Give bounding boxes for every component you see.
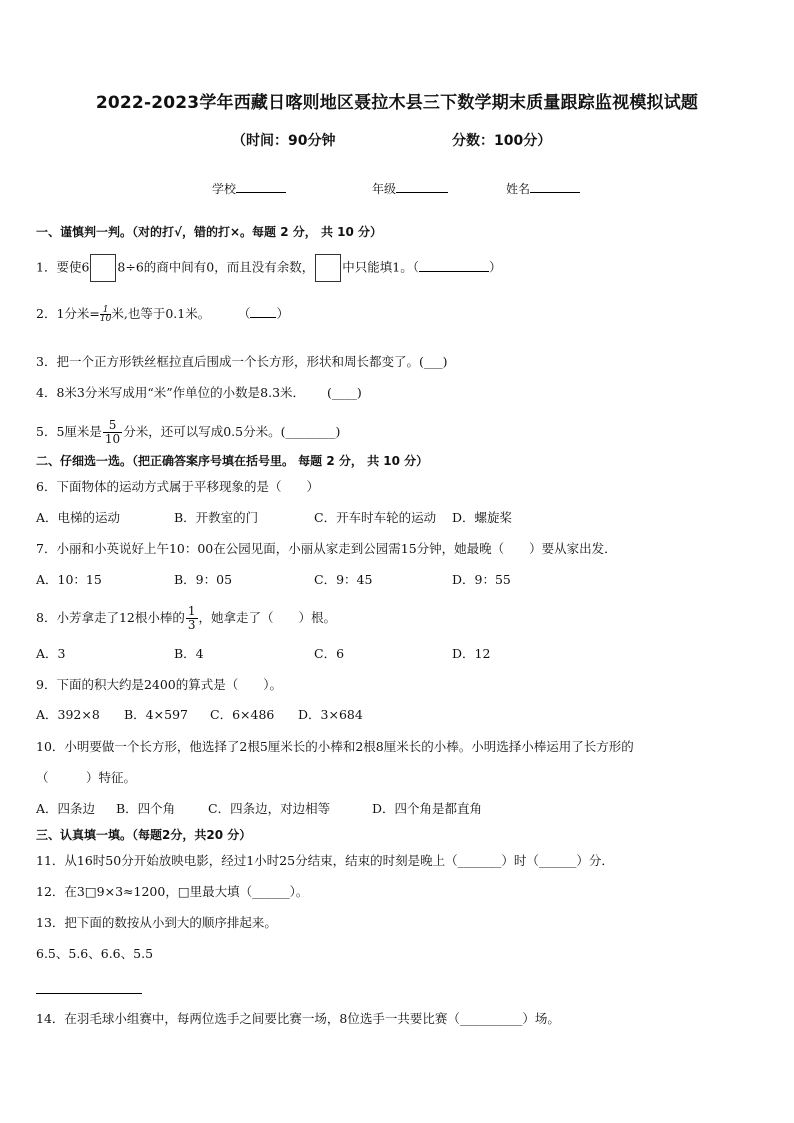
option-b[interactable]: B．开教室的门 <box>174 510 259 525</box>
time-limit: （时间：90分钟 <box>232 133 336 149</box>
question-13: 13．把下面的数按从小到大的顺序排起来。 <box>36 915 277 930</box>
question-5: 5．5厘米是 $\frac{5}{10}$ 分米，还可以写成0.5分米。(________) <box>36 418 341 446</box>
option-d[interactable]: D．四个角是都直角 <box>372 801 483 816</box>
name-blank[interactable] <box>530 180 580 193</box>
option-b[interactable]: B．4×597 <box>124 707 188 722</box>
answer-blank[interactable] <box>250 305 276 318</box>
section-2-heading: 二、仔细选一选。（把正确答案序号填在括号里。 每题 2 分， 共 10 分） <box>36 454 429 468</box>
answer-blank[interactable] <box>419 259 489 272</box>
question-8: 8．小芳拿走了12根小棒的 $\frac{1}{3}$ ，她拿走了（ ）根。 <box>36 604 337 632</box>
fraction: $\frac{5}{10}$ <box>104 418 121 446</box>
option-a[interactable]: A．电梯的运动 <box>36 510 121 525</box>
fraction: $\frac{1}{3}$ <box>187 604 196 632</box>
question-6-options <box>36 509 596 527</box>
question-2: 2．1分米= $\frac{1}{10}$ 米,也等于0.1米。 （ ） <box>36 305 289 324</box>
option-a[interactable]: A．四条边 <box>36 801 96 816</box>
exam-subtitle <box>0 130 794 150</box>
number-list: 6.5、5.6、6.6、5.5 <box>36 946 154 961</box>
option-a[interactable]: A．3 <box>36 646 66 661</box>
grade-field: 年级 <box>372 180 448 197</box>
option-b[interactable]: B．9：05 <box>174 572 233 587</box>
total-score: 分数：100分） <box>452 133 552 149</box>
question-7-options <box>36 571 596 589</box>
option-c[interactable]: C．6×486 <box>210 707 275 722</box>
question-10-options <box>36 800 556 818</box>
option-d[interactable]: D．螺旋桨 <box>452 510 513 525</box>
question-11: 11．从16时50分开始放映电影，经过1小时25分结束，结束的时刻是晚上（_______）时（______）分． <box>36 853 614 868</box>
question-1: 1．要使6 8÷6的商中间有0，而且没有余数， 中只能填1。（ ） <box>36 254 501 282</box>
school-field: 学校 <box>212 180 286 197</box>
exam-title: 2022-2023学年西藏日喀则地区聂拉木县三下数学期末质量跟踪监视模拟试题 <box>95 93 699 113</box>
school-blank[interactable] <box>236 180 286 193</box>
option-a[interactable]: A．392×8 <box>36 707 100 722</box>
digit-box[interactable] <box>90 254 116 282</box>
question-9: 9．下面的积大约是2400的算式是（ ）。 <box>36 677 283 692</box>
question-7: 7．小丽和小英说好上午10：00在公园见面，小丽从家走到公园需15分钟，她最晚（ ）要从家出发． <box>36 541 617 556</box>
question-8-options <box>36 645 596 663</box>
answer-line[interactable] <box>36 993 142 994</box>
option-c[interactable]: C．9：45 <box>314 572 373 587</box>
question-10: 10．小明要做一个长方形，他选择了2根5厘米长的小棒和2根8厘米长的小棒。小明选择小棒运用了长方形的 <box>36 739 634 754</box>
question-10-cont: （ ）特征。 <box>36 770 137 785</box>
fraction: $\frac{1}{10}$ <box>99 305 112 324</box>
question-12: 12．在3□9×3≈1200，□里最大填（______）。 <box>36 884 309 899</box>
option-a[interactable]: A．10：15 <box>36 572 102 587</box>
option-c[interactable]: C．开车时车轮的运动 <box>314 510 437 525</box>
option-c[interactable]: C．6 <box>314 646 345 661</box>
digit-box-2[interactable] <box>315 254 341 282</box>
section-1-heading: 一、谨慎判一判。（对的打√，错的打×。每题 2 分， 共 10 分） <box>36 225 382 239</box>
option-c[interactable]: C．四条边，对边相等 <box>208 801 331 816</box>
option-b[interactable]: B．四个角 <box>116 801 176 816</box>
question-6: 6．下面物体的运动方式属于平移现象的是（ ） <box>36 479 319 494</box>
question-4: 4．8米3分米写成用“米”作单位的小数是8.3米． (____) <box>36 385 362 400</box>
option-d[interactable]: D．9：55 <box>452 572 511 587</box>
question-9-options <box>36 706 436 724</box>
grade-blank[interactable] <box>396 180 448 193</box>
name-field: 姓名 <box>506 180 580 197</box>
section-3-heading: 三、认真填一填。（每题2分，共20 分） <box>36 828 252 842</box>
option-d[interactable]: D．12 <box>452 646 491 661</box>
question-14: 14．在羽毛球小组赛中，每两位选手之间要比赛一场，8位选手一共要比赛（__________）场。 <box>36 1011 560 1026</box>
student-info <box>0 180 794 202</box>
question-3: 3．把一个正方形铁丝框拉直后围成一个长方形，形状和周长都变了。(___) <box>36 354 448 369</box>
option-d[interactable]: D．3×684 <box>298 707 363 722</box>
option-b[interactable]: B．4 <box>174 646 204 661</box>
